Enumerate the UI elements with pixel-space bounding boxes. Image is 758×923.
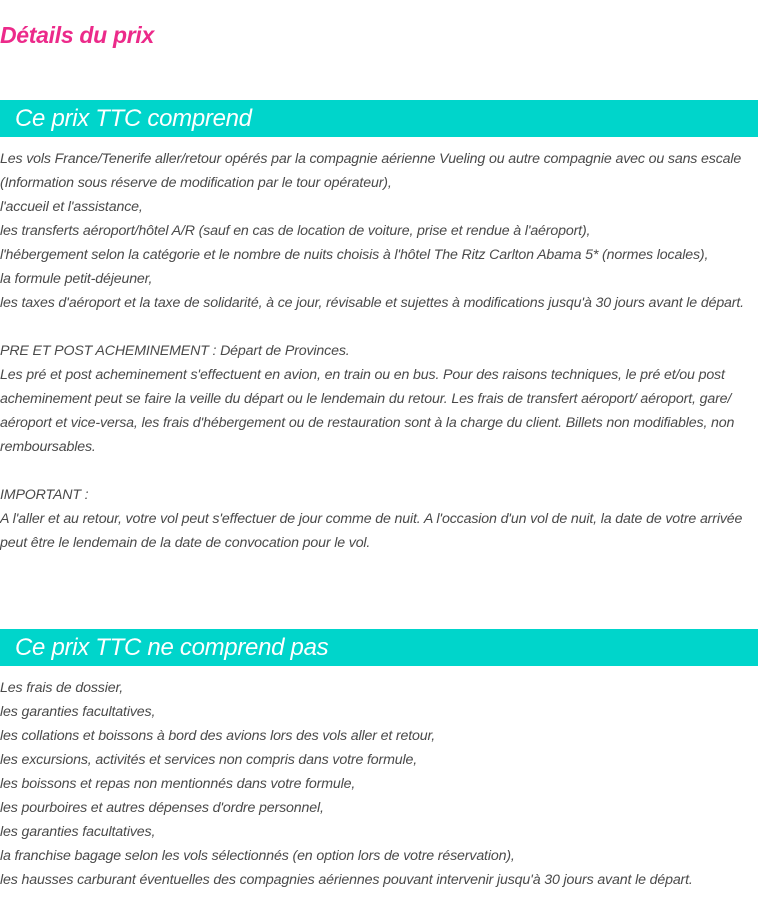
excludes-line: la franchise bagage selon les vols sélectionnés (en option lors de votre réservation),: [0, 848, 515, 864]
includes-content: [0, 147, 758, 555]
includes-line: l'hébergement selon la catégorie et le nombre de nuits choisis à l'hôtel The Ritz Carlton Abama 5* (normes locales),: [0, 247, 709, 263]
includes-line: les taxes d'aéroport et la taxe de solidarité, à ce jour, révisable et sujettes à modifications jusqu'à 30 jours avant le départ.: [0, 295, 744, 311]
includes-line: l'accueil et l'assistance,: [0, 199, 143, 215]
includes-line: la formule petit-déjeuner,: [0, 271, 153, 287]
excludes-line: Les frais de dossier,: [0, 680, 124, 696]
excludes-line: les pourboires et autres dépenses d'ordre personnel,: [0, 800, 324, 816]
includes-section-header: [0, 100, 758, 137]
excludes-line: les garanties facultatives,: [0, 824, 156, 840]
excludes-line: les boissons et repas non mentionnés dans votre formule,: [0, 776, 356, 792]
important-title: IMPORTANT :: [0, 487, 89, 503]
includes-line: Les vols France/Tenerife aller/retour opérés par la compagnie aérienne Vueling ou autre compagnie avec ou sans escale (Information sous réserve de modification par le tour opérateur),: [0, 151, 742, 191]
important-text: A l'aller et au retour, votre vol peut s'effectuer de jour comme de nuit. A l'occasion d'un vol de nuit, la date de votre arrivée peut être le lendemain de la date de convocation pour le vol.: [0, 511, 743, 551]
spacer: [0, 459, 758, 483]
includes-line: les transferts aéroport/hôtel A/R (sauf en cas de location de voiture, prise et rendue à l'aéroport),: [0, 223, 591, 239]
page-title: Détails du prix: [0, 22, 154, 48]
transport-title: PRE ET POST ACHEMINEMENT : Départ de Provinces.: [0, 343, 350, 359]
excludes-line: les hausses carburant éventuelles des compagnies aériennes pouvant intervenir jusqu'à 30 jours avant le départ.: [0, 872, 693, 888]
excludes-line: les excursions, activités et services non compris dans votre formule,: [0, 752, 418, 768]
excludes-line: les garanties facultatives,: [0, 704, 156, 720]
transport-text: Les pré et post acheminement s'effectuent en avion, en train ou en bus. Pour des raisons techniques, le pré et/ou post acheminement peut se faire la veille du départ ou le lendemain du retour. Les frais de transfert aéroport/ aéroport, gare/ aéroport et vice-versa, les frais d'hébergement ou de restauration sont à la charge du client. Billets non modifiables, non remboursables.: [0, 367, 735, 455]
includes-heading: Ce prix TTC comprend: [15, 105, 252, 132]
excludes-heading: Ce prix TTC ne comprend pas: [15, 634, 329, 661]
spacer: [0, 315, 758, 339]
excludes-line: les collations et boissons à bord des avions lors des vols aller et retour,: [0, 728, 436, 744]
excludes-content: [0, 676, 758, 892]
excludes-section-header: [0, 629, 758, 666]
